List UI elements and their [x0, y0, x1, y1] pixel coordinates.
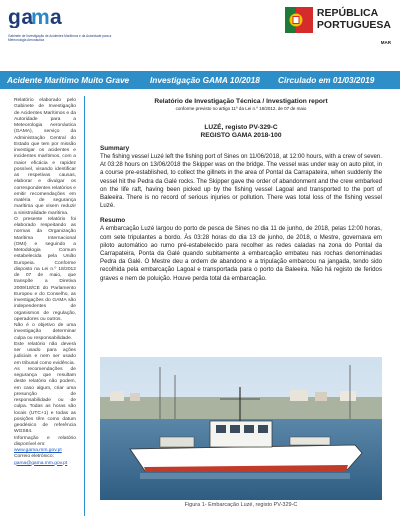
sidebar-paragraph-2: O presente relatório foi elaborado respeitando as normas da Organização Marítima Internacional (OMI) e seguindo a Metodologia Comum estabelecida pela União Europeia. Conforme disposto na Lei n.º 18/2012 de 07 de maio, que transpõe a Diretiva 2009/18/CE do Parlamento Europeu e do Conselho, as investigações do GAMA são independentes de organismos de regulação, operadores ou outros.: [14, 216, 76, 322]
vessel-photo-image: [100, 357, 382, 500]
republic-line-2: PORTUGUESA: [316, 19, 391, 31]
sidebar-paragraph-1: Relatório elaborado pelo Gabinete de Investigação de Acidentes Marítimos e da Autoridade para a Meteorologia Aeronáutica (GAMA), serviço da Administração Central do Estado que tem por missão investigar os acidentes e incidentes marítimos, com a maior eficácia e rapidez possível, visando identificar as respetivas causas, elaborar e divulgar os correspondentes relatórios e emitir recomendações em matéria de segurança marítima que visem reduzir a sinistralidade marítima.: [14, 98, 76, 216]
column-divider: [84, 96, 85, 516]
republic-dept: MAR: [380, 40, 391, 45]
resumo-text: A embarcação Luzé largou do porto de pesca de Sines no dia 11 de junho, de 2018, pelas 12:00 horas, com sete tripulantes a bordo. Às 03:28 horas do dia 13 de junho, de 2018, o Mestre, governava em piloto automático ao rumo pré-estabelecido para recolher as redes caladas na zona do Pontal da Carrapateira, Ponta da Galé quando subitamente a embarcação embateu nas rochas denominadas Pedra da Galé. O Mestre deu a ordem de abandono e a tripulação embarcou na jangada, tendo sido recolhida pela embarcação Lagoal e transportada para o porto da Baleeira. Não há registo de feridos graves e nem de poluição. Houve perda total da embarcação.: [100, 225, 382, 282]
sidebar-paragraph-4: Este relatório não deverá ser usado para ações judiciais e nem ser usado em tribunal como evidência.: [14, 341, 76, 366]
gama-logo: [8, 6, 118, 43]
republic-line-1: REPÚBLICA: [316, 7, 379, 19]
svg-text:a: a: [50, 6, 63, 28]
report-subtitle: conforme previsto no artigo 11º da Lei n.º 18/2012, de 07 de maio: [175, 106, 307, 111]
page-header: [0, 0, 400, 70]
band-circulated-date: Circulado em 01/03/2019: [278, 75, 375, 85]
sidebar-paragraph-3: Não é o objetivo de uma investigação determinar culpa ou responsabilidade.: [14, 323, 76, 341]
sidebar-paragraph-5: As recomendações de segurança que resultam deste relatório não podem, em caso algum, criar uma presunção de responsabilidade ou de culpa. Todas as horas são locais (UTC+1) e todas as posições têm como datum geodésico de referência WGS84.: [14, 366, 76, 435]
gama-logo-mark: [8, 6, 78, 28]
band-accident-type: Acidente Marítimo Muito Grave: [7, 75, 130, 85]
report-body: [100, 98, 382, 283]
gama-logo-text: [8, 6, 118, 34]
gama-registration: REGISTO GAMA 2018-100: [200, 132, 282, 139]
summary-text: The fishing vessel Luzé left the fishing port of Sines on 11/06/2018, at 12:00 hours, with a crew of seven. At 03:28 hours on 13/06/2018 the Skipper was on the bridge. The vessel was under way on auto pilot, in a course pre-established, to collect the gillnets in the area of Pontal da Carrapateira, when suddenly the vessel hit the Pedra da Galé rocks. The Skipper gave the order of abandonment and the crew embarked on the life raft, having been picked up by the fishing vessel Lagoal and transported to the port of Baleeira. There is no record of serious injuries or pollution. There was total loss of the fishing vessel Luzé.: [100, 153, 382, 210]
resumo-heading: Resumo: [100, 217, 126, 225]
summary-heading: Summary: [100, 145, 130, 152]
sidebar-paragraph-6: Informação e relatório disponível em:: [14, 435, 76, 447]
vessel-photo: [100, 357, 382, 500]
gama-logo-subtitle: Gabinete de Investigação de Acidentes Marítimos e da Autoridade para a Meteorologia Aeronáutica: [8, 34, 112, 42]
svg-text:m: m: [31, 6, 51, 28]
svg-text:ga: ga: [8, 6, 34, 28]
photo-caption: Figura 1- Embarcação Luzé, registo PV-329-C: [184, 502, 298, 508]
report-title: Relatório de Investigação Técnica / Investigation report: [154, 98, 328, 105]
email-link[interactable]: gama@gama.mm.gov.pt: [14, 460, 68, 466]
republic-logo: [316, 7, 391, 45]
title-band: [0, 71, 400, 89]
sidebar-disclaimer: [14, 98, 76, 467]
band-investigation-id: Investigação GAMA 10/2018: [150, 75, 260, 85]
portugal-flag-icon: [285, 7, 313, 33]
vessel-registration: LUZÉ, registo PV-329-C: [204, 124, 278, 131]
website-link[interactable]: www.gama.mm.gov.pt: [14, 448, 62, 453]
email-label: Correio eletrónico:: [14, 454, 54, 460]
